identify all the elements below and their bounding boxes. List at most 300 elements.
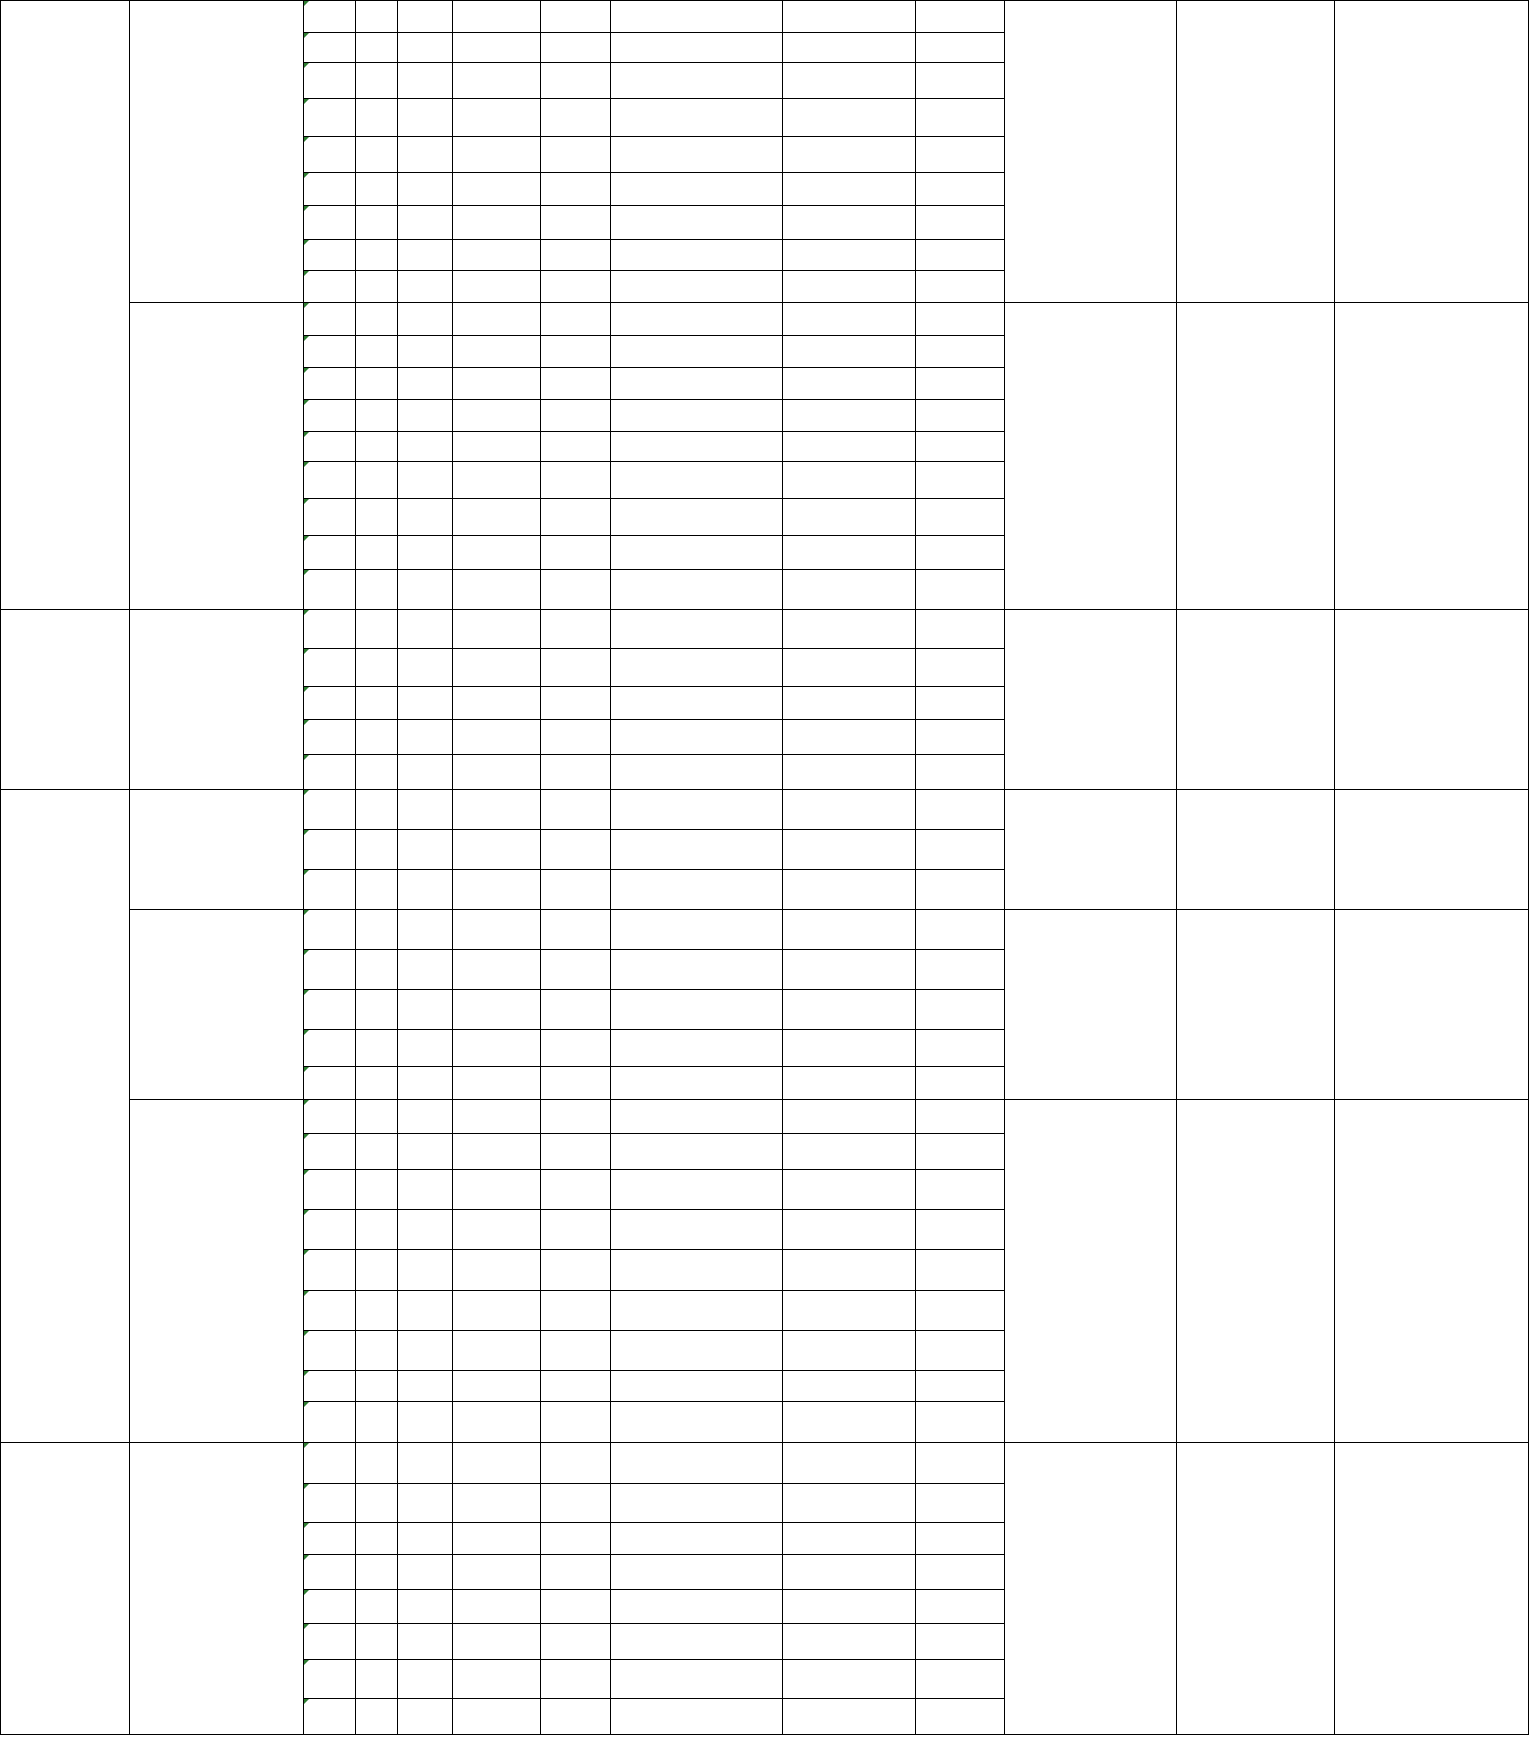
cell-marker-icon xyxy=(304,240,309,245)
age-requirement xyxy=(915,1209,1004,1249)
qualification-requirement xyxy=(1004,1099,1176,1442)
education-requirement xyxy=(782,1522,915,1554)
grid-line xyxy=(0,0,1529,1)
post-code xyxy=(303,1099,355,1133)
post-category xyxy=(452,648,540,686)
grid-line xyxy=(1176,0,1177,1735)
cell-marker-icon xyxy=(304,720,309,725)
cell-marker-icon xyxy=(304,1100,309,1105)
funding-type xyxy=(355,1169,397,1209)
headcount xyxy=(397,302,452,335)
post-code xyxy=(303,1066,355,1099)
subject xyxy=(610,829,782,869)
post-level xyxy=(540,719,610,754)
funding-type xyxy=(355,1209,397,1249)
funding-type xyxy=(355,172,397,205)
post-level xyxy=(540,62,610,98)
headcount xyxy=(397,172,452,205)
headcount xyxy=(397,949,452,989)
post-category xyxy=(452,909,540,949)
funding-type xyxy=(355,1099,397,1133)
education-requirement xyxy=(782,461,915,498)
subject xyxy=(610,1589,782,1623)
grid-line xyxy=(1004,0,1005,1735)
age-requirement xyxy=(915,431,1004,461)
headcount xyxy=(397,1290,452,1330)
subject xyxy=(610,498,782,535)
school-name xyxy=(129,909,303,1099)
post-code xyxy=(303,1133,355,1169)
grid-line xyxy=(397,0,398,1735)
subject xyxy=(610,789,782,829)
post-category xyxy=(452,205,540,239)
age-requirement xyxy=(915,1442,1004,1483)
education-requirement xyxy=(782,569,915,609)
age-requirement xyxy=(915,1522,1004,1554)
post-category xyxy=(452,1099,540,1133)
age-requirement xyxy=(915,1401,1004,1442)
funding-type xyxy=(355,367,397,399)
post-category xyxy=(452,609,540,648)
age-requirement xyxy=(915,1133,1004,1169)
age-requirement xyxy=(915,1483,1004,1522)
cell-marker-icon xyxy=(304,63,309,68)
post-code xyxy=(303,205,355,239)
grid-line xyxy=(610,0,611,1735)
cell-marker-icon xyxy=(304,33,309,38)
education-requirement xyxy=(782,535,915,569)
headcount xyxy=(397,0,452,32)
funding-type xyxy=(355,302,397,335)
education-requirement xyxy=(782,1133,915,1169)
post-code xyxy=(303,461,355,498)
post-code xyxy=(303,136,355,172)
post-code xyxy=(303,1698,355,1734)
post-level xyxy=(540,909,610,949)
funding-type xyxy=(355,0,397,32)
subject xyxy=(610,367,782,399)
funding-type xyxy=(355,1330,397,1370)
post-code xyxy=(303,399,355,431)
funding-type xyxy=(355,335,397,367)
post-code xyxy=(303,239,355,270)
education-requirement xyxy=(782,829,915,869)
headcount xyxy=(397,1659,452,1698)
post-code xyxy=(303,609,355,648)
qualification-requirement xyxy=(1004,609,1176,789)
post-level xyxy=(540,989,610,1029)
age-requirement xyxy=(915,1554,1004,1589)
age-requirement xyxy=(915,1659,1004,1698)
subject xyxy=(610,62,782,98)
cell-marker-icon xyxy=(304,1555,309,1560)
post-code xyxy=(303,62,355,98)
age-requirement xyxy=(915,1698,1004,1734)
post-level xyxy=(540,1589,610,1623)
school-name xyxy=(129,0,303,302)
education-requirement xyxy=(782,719,915,754)
post-code xyxy=(303,648,355,686)
post-category xyxy=(452,1290,540,1330)
post-category xyxy=(452,98,540,136)
cell-marker-icon xyxy=(304,1484,309,1489)
post-code xyxy=(303,1290,355,1330)
funding-type xyxy=(355,648,397,686)
post-code xyxy=(303,754,355,789)
headcount xyxy=(397,909,452,949)
education-requirement xyxy=(782,1554,915,1589)
headcount xyxy=(397,1099,452,1133)
funding-type xyxy=(355,754,397,789)
education-requirement xyxy=(782,989,915,1029)
subject xyxy=(610,686,782,719)
post-level xyxy=(540,1133,610,1169)
subject xyxy=(610,1401,782,1442)
age-requirement xyxy=(915,789,1004,829)
post-level xyxy=(540,609,610,648)
qualification-requirement xyxy=(1004,0,1176,302)
funding-type xyxy=(355,270,397,302)
funding-type xyxy=(355,989,397,1029)
education-requirement xyxy=(782,302,915,335)
post-level xyxy=(540,1370,610,1401)
headcount xyxy=(397,789,452,829)
post-code xyxy=(303,535,355,569)
post-level xyxy=(540,335,610,367)
post-level xyxy=(540,32,610,62)
subject xyxy=(610,989,782,1029)
age-requirement xyxy=(915,648,1004,686)
cell-marker-icon xyxy=(304,1067,309,1072)
post-level xyxy=(540,1401,610,1442)
grid-line xyxy=(782,0,783,1735)
post-level xyxy=(540,648,610,686)
post-level xyxy=(540,1290,610,1330)
headcount xyxy=(397,1330,452,1370)
post-category xyxy=(452,1370,540,1401)
subject xyxy=(610,239,782,270)
age-requirement xyxy=(915,205,1004,239)
post-level xyxy=(540,1623,610,1659)
funding-type xyxy=(355,1522,397,1554)
subject xyxy=(610,1554,782,1589)
subject xyxy=(610,399,782,431)
age-requirement xyxy=(915,461,1004,498)
cell-marker-icon xyxy=(304,1660,309,1665)
qualification-requirement xyxy=(1004,1442,1176,1734)
headcount xyxy=(397,1209,452,1249)
post-level xyxy=(540,949,610,989)
age-requirement xyxy=(915,239,1004,270)
headcount xyxy=(397,989,452,1029)
headcount xyxy=(397,239,452,270)
post-category xyxy=(452,686,540,719)
headcount xyxy=(397,829,452,869)
education-requirement xyxy=(782,1483,915,1522)
grid-line xyxy=(540,0,541,1735)
funding-type xyxy=(355,1370,397,1401)
funding-type xyxy=(355,1554,397,1589)
headcount xyxy=(397,869,452,909)
education-requirement xyxy=(782,1370,915,1401)
post-category xyxy=(452,1442,540,1483)
funding-type xyxy=(355,909,397,949)
subject xyxy=(610,1066,782,1099)
cell-marker-icon xyxy=(304,1699,309,1704)
post-level xyxy=(540,431,610,461)
age-requirement xyxy=(915,136,1004,172)
age-requirement xyxy=(915,609,1004,648)
education-requirement xyxy=(782,1099,915,1133)
age-requirement xyxy=(915,1029,1004,1066)
subject xyxy=(610,535,782,569)
cell-marker-icon xyxy=(304,755,309,760)
funding-type xyxy=(355,98,397,136)
post-code xyxy=(303,302,355,335)
post-level xyxy=(540,1442,610,1483)
school-name xyxy=(129,789,303,909)
education-requirement xyxy=(782,609,915,648)
subject xyxy=(610,136,782,172)
age-requirement xyxy=(915,686,1004,719)
post-category xyxy=(452,719,540,754)
education-requirement xyxy=(782,32,915,62)
funding-type xyxy=(355,461,397,498)
post-category xyxy=(452,1249,540,1290)
education-requirement xyxy=(782,949,915,989)
cell-marker-icon xyxy=(304,687,309,692)
age-requirement xyxy=(915,909,1004,949)
bureau-name xyxy=(0,789,129,1442)
funding-type xyxy=(355,1066,397,1099)
cell-marker-icon xyxy=(304,649,309,654)
post-category xyxy=(452,1589,540,1623)
qualification-requirement xyxy=(1004,909,1176,1099)
education-requirement xyxy=(782,335,915,367)
funding-type xyxy=(355,789,397,829)
education-requirement xyxy=(782,136,915,172)
subject xyxy=(610,1698,782,1734)
education-requirement xyxy=(782,1659,915,1698)
subject xyxy=(610,172,782,205)
subject xyxy=(610,1659,782,1698)
age-requirement xyxy=(915,302,1004,335)
education-requirement xyxy=(782,754,915,789)
headcount xyxy=(397,754,452,789)
education-requirement xyxy=(782,98,915,136)
funding-type xyxy=(355,1623,397,1659)
education-requirement xyxy=(782,1209,915,1249)
subject xyxy=(610,869,782,909)
grid-line xyxy=(0,0,1,1735)
post-category xyxy=(452,1169,540,1209)
post-code xyxy=(303,1249,355,1290)
cell-marker-icon xyxy=(304,830,309,835)
subject xyxy=(610,1209,782,1249)
post-code xyxy=(303,1659,355,1698)
cell-marker-icon xyxy=(304,173,309,178)
age-requirement xyxy=(915,498,1004,535)
grid-line xyxy=(303,0,304,1735)
contact-phone xyxy=(1176,0,1334,302)
post-code xyxy=(303,789,355,829)
subject xyxy=(610,98,782,136)
subject xyxy=(610,754,782,789)
grid-line xyxy=(915,0,916,1735)
grid-line xyxy=(129,0,130,1735)
subject xyxy=(610,569,782,609)
subject xyxy=(610,0,782,32)
age-requirement xyxy=(915,367,1004,399)
post-level xyxy=(540,1209,610,1249)
age-requirement xyxy=(915,949,1004,989)
post-level xyxy=(540,829,610,869)
post-category xyxy=(452,270,540,302)
post-level xyxy=(540,1659,610,1698)
funding-type xyxy=(355,609,397,648)
age-requirement xyxy=(915,989,1004,1029)
post-level xyxy=(540,98,610,136)
funding-type xyxy=(355,1029,397,1066)
education-requirement xyxy=(782,1623,915,1659)
post-category xyxy=(452,869,540,909)
post-category xyxy=(452,829,540,869)
post-level xyxy=(540,302,610,335)
cell-marker-icon xyxy=(304,1371,309,1376)
cell-marker-icon xyxy=(304,1443,309,1448)
school-name xyxy=(129,302,303,609)
subject xyxy=(610,1249,782,1290)
post-code xyxy=(303,686,355,719)
post-level xyxy=(540,789,610,829)
headcount xyxy=(397,1029,452,1066)
post-category xyxy=(452,1066,540,1099)
funding-type xyxy=(355,239,397,270)
age-requirement xyxy=(915,1066,1004,1099)
post-code xyxy=(303,0,355,32)
post-level xyxy=(540,0,610,32)
age-requirement xyxy=(915,535,1004,569)
cell-marker-icon xyxy=(304,432,309,437)
funding-type xyxy=(355,399,397,431)
post-category xyxy=(452,367,540,399)
post-code xyxy=(303,1442,355,1483)
post-level xyxy=(540,136,610,172)
funding-type xyxy=(355,1589,397,1623)
post-category xyxy=(452,535,540,569)
post-code xyxy=(303,1589,355,1623)
funding-type xyxy=(355,1290,397,1330)
headcount xyxy=(397,367,452,399)
cell-marker-icon xyxy=(304,400,309,405)
post-category xyxy=(452,498,540,535)
post-level xyxy=(540,1554,610,1589)
grid-line xyxy=(452,0,453,1735)
bureau-name xyxy=(0,0,129,609)
education-requirement xyxy=(782,1698,915,1734)
education-requirement xyxy=(782,1589,915,1623)
post-category xyxy=(452,0,540,32)
funding-type xyxy=(355,1483,397,1522)
headcount xyxy=(397,335,452,367)
age-requirement xyxy=(915,1249,1004,1290)
post-code xyxy=(303,98,355,136)
post-code xyxy=(303,1330,355,1370)
post-code xyxy=(303,719,355,754)
funding-type xyxy=(355,431,397,461)
post-code xyxy=(303,1554,355,1589)
cell-marker-icon xyxy=(304,910,309,915)
post-code xyxy=(303,1169,355,1209)
headcount xyxy=(397,1133,452,1169)
headcount xyxy=(397,1066,452,1099)
headcount xyxy=(397,648,452,686)
headcount xyxy=(397,62,452,98)
subject xyxy=(610,431,782,461)
age-requirement xyxy=(915,1290,1004,1330)
post-code xyxy=(303,1623,355,1659)
grid-line xyxy=(355,0,356,1735)
funding-type xyxy=(355,1133,397,1169)
cell-marker-icon xyxy=(304,206,309,211)
age-requirement xyxy=(915,1169,1004,1209)
contact-phone xyxy=(1176,1099,1334,1442)
education-requirement xyxy=(782,172,915,205)
post-category xyxy=(452,1133,540,1169)
qualification-requirement xyxy=(1004,302,1176,609)
subject xyxy=(610,1483,782,1522)
post-category xyxy=(452,1522,540,1554)
subject xyxy=(610,335,782,367)
headcount xyxy=(397,1370,452,1401)
funding-type xyxy=(355,1442,397,1483)
post-category xyxy=(452,172,540,205)
cell-marker-icon xyxy=(304,1590,309,1595)
post-category xyxy=(452,754,540,789)
headcount xyxy=(397,136,452,172)
post-code xyxy=(303,989,355,1029)
subject xyxy=(610,719,782,754)
post-category xyxy=(452,302,540,335)
post-code xyxy=(303,367,355,399)
post-code xyxy=(303,172,355,205)
cell-marker-icon xyxy=(304,1624,309,1629)
post-category xyxy=(452,789,540,829)
contact-phone xyxy=(1176,302,1334,609)
post-category xyxy=(452,1623,540,1659)
post-code xyxy=(303,1483,355,1522)
subject xyxy=(610,205,782,239)
subject xyxy=(610,1370,782,1401)
education-requirement xyxy=(782,1169,915,1209)
subject xyxy=(610,1029,782,1066)
headcount xyxy=(397,399,452,431)
post-code xyxy=(303,270,355,302)
grid-line xyxy=(1334,0,1335,1735)
age-requirement xyxy=(915,32,1004,62)
subject xyxy=(610,609,782,648)
post-level xyxy=(540,1249,610,1290)
post-level xyxy=(540,869,610,909)
education-requirement xyxy=(782,1066,915,1099)
age-requirement xyxy=(915,399,1004,431)
cell-marker-icon xyxy=(304,870,309,875)
contact-phone xyxy=(1176,789,1334,909)
funding-type xyxy=(355,1698,397,1734)
subject xyxy=(610,648,782,686)
headcount xyxy=(397,1554,452,1589)
headcount xyxy=(397,1589,452,1623)
